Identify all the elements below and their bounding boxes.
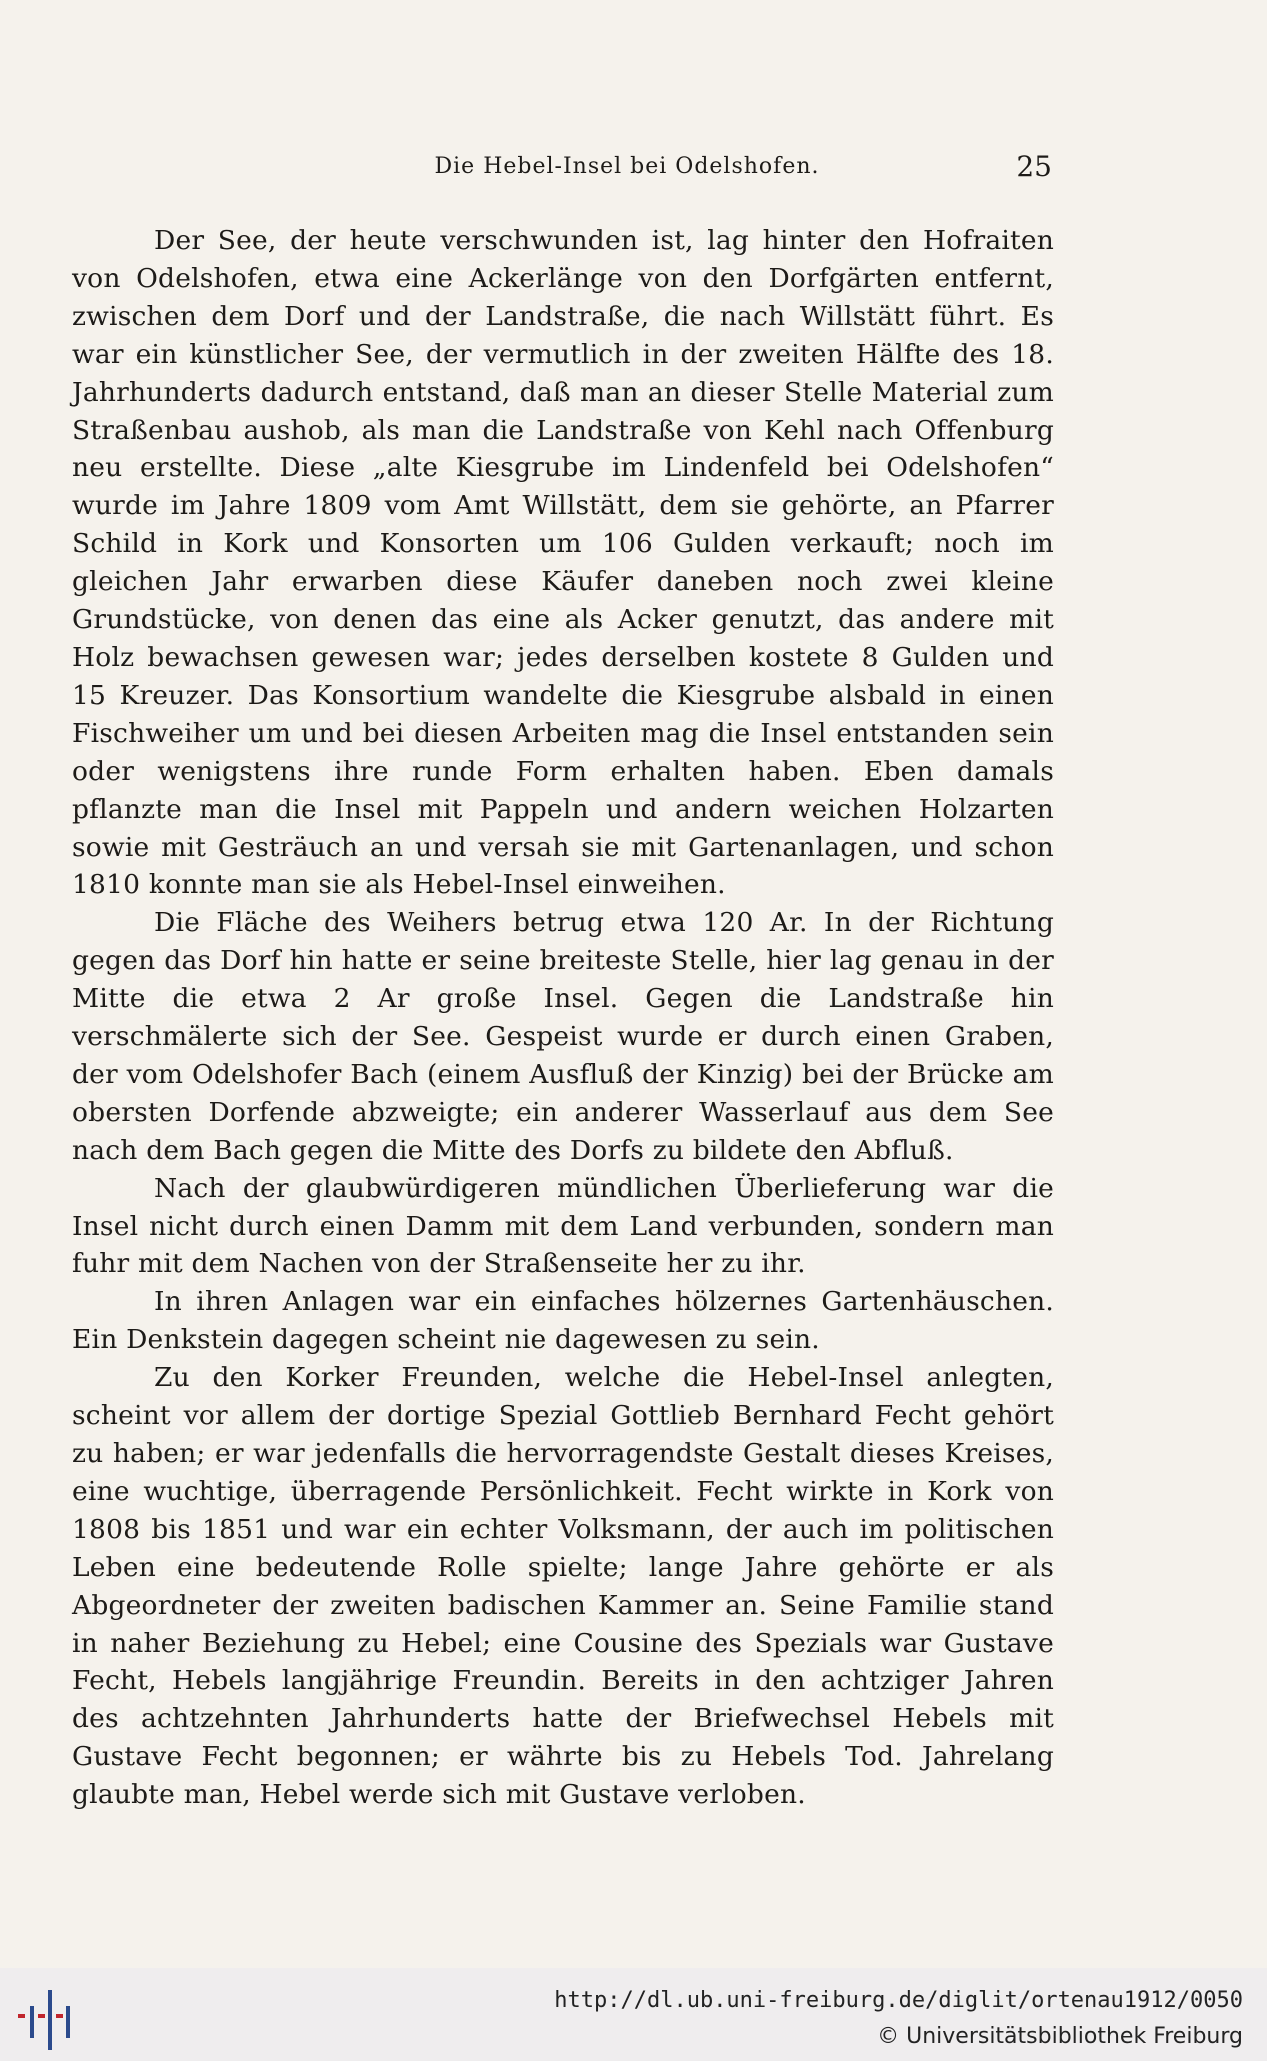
paragraph: Der See, der heute verschwunden ist, lag hinter den Hofraiten von Odelshofen, etwa eine Ackerlänge von den Dorfgärten entfernt, zwischen dem Dorf und der Landstraße, die nach Willstätt führt. Es war ein künstlicher See, der vermutlich in der zweiten Hälfte des 18. Jahrhunderts dadurch entstand, daß man an dieser Stelle Material zum Straßenbau aushob, als man die Landstraße von Kehl nach Offenburg neu erstellte. Diese „alte Kiesgrube im Lindenfeld bei Odelshofen“ wurde im Jahre 1809 vom Amt Willstätt, dem sie gehörte, an Pfarrer Schild in Kork und Konsorten um 106 Gulden verkauft; noch im gleichen Jahr erwarben diese Käufer daneben noch zwei kleine Grundstücke, von denen das eine als Acker genutzt, das andere mit Holz bewachsen gewesen war; jedes derselben kostete 8 Gulden und 15 Kreuzer. Das Konsortium wandelte die Kiesgrube alsbald in einen Fischweiher um und bei diesen Arbeiten mag die Insel entstanden sein oder wenigstens ihre runde Form erhalten haben. Eben damals pflanzte man die Insel mit Pappeln und andern weichen Holzarten sowie mit Gesträuch an und versah sie mit Gartenanlagen, und schon 1810 konnte man sie als Hebel-Insel einweihen. (72, 225, 1054, 901)
paragraph: Die Fläche des Weihers betrug etwa 120 Ar. In der Richtung gegen das Dorf hin hatte er seine breiteste Stelle, hier lag genau in der Mitte die etwa 2 Ar große Insel. Gegen die Landstraße hin verschmälerte sich der See. Gespeist wurde er durch einen Graben, der vom Odelshofer Bach (einem Ausfluß der Kinzig) bei der Brücke am obersten Dorfende abzweigte; ein anderer Wasserlauf aus dem See nach dem Bach gegen die Mitte des Dorfs zu bildete den Abfluß. (72, 907, 1054, 1166)
running-title: Die Hebel-Insel bei Odelshofen. (434, 154, 820, 179)
paragraph: Zu den Korker Freunden, welche die Hebel-Insel anlegten, scheint vor allem der dortige Spezial Gottlieb Bernhard Fecht gehört zu haben; er war jedenfalls die hervorragendste Gestalt dieses Kreises, eine wuchtige, überragende Persönlichkeit. Fecht wirkte in Kork von 1808 bis 1851 und war ein echter Volksmann, der auch im politischen Leben eine bedeutende Rolle spielte; lange Jahre gehörte er als Abgeordneter der zweiten badischen Kammer an. Seine Familie stand in naher Beziehung zu Hebel; eine Cousine des Spezials war Gustave Fecht, Hebels langjährige Freundin. Bereits in den achtziger Jahren des achtzehnten Jahrhunderts hatte der Briefwechsel Hebels mit Gustave Fecht begonnen; er währte bis zu Hebels Tod. Jahrelang glaubte man, Hebel werde sich mit Gustave verloben. (72, 1362, 1054, 1811)
paragraph: In ihren Anlagen war ein einfaches hölzernes Gartenhäuschen. Ein Denkstein dagegen scheint nie dagewesen zu sein. (72, 1286, 1054, 1356)
footer-bar (0, 1968, 1267, 2061)
ub-freiburg-logo-icon (14, 1978, 84, 2053)
paragraph: Nach der glaubwürdigeren mündlichen Überlieferung war die Insel nicht durch einen Damm mit dem Land verbunden, sondern man fuhr mit dem Nachen von der Straßenseite her zu ihr. (72, 1172, 1054, 1280)
running-head (72, 150, 1052, 190)
body-text (72, 222, 1054, 1814)
source-url[interactable]: http://dl.ub.uni-freiburg.de/diglit/ortenau1912/0050 (554, 1988, 1243, 2013)
copyright-notice: © Universitätsbibliothek Freiburg (877, 2024, 1243, 2049)
page-number: 25 (1016, 150, 1052, 183)
